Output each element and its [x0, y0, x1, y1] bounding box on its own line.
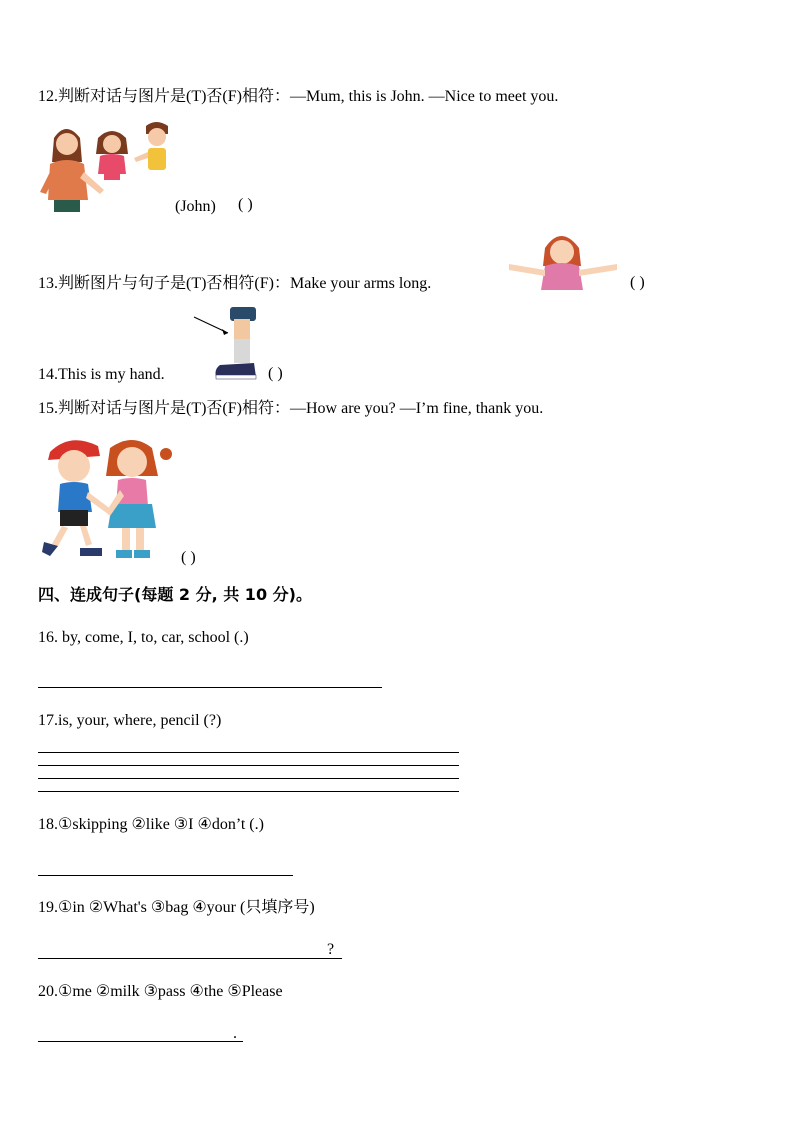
- answer-line-18[interactable]: [38, 875, 293, 876]
- question-18-text: 18.①skipping ②like ③I ④don’t (.): [38, 816, 264, 833]
- girl-figure: [106, 440, 172, 558]
- leg-foot-illustration: [192, 305, 262, 383]
- section-4-title: 四、连成句子(每题 2 分, 共 10 分)。: [38, 585, 312, 604]
- girl-figure: [96, 131, 128, 180]
- question-12-text: 12.判断对话与图片是(T)否(F)相符：—Mum, this is John. —Nice to meet you.: [38, 88, 559, 105]
- question-14-text: 14.This is my hand.: [38, 366, 165, 383]
- question-mark-19: ?: [327, 941, 335, 958]
- question-13-text: 13.判断图片与句子是(T)否相符(F)：Make your arms long.: [38, 275, 432, 292]
- answer-line-17-3[interactable]: [38, 778, 459, 779]
- answer-line-19[interactable]: [38, 958, 342, 959]
- answer-line-17-1[interactable]: [38, 752, 459, 753]
- answer-blank-12[interactable]: ( ): [238, 196, 253, 213]
- boy-figure: [134, 122, 168, 170]
- boy-figure: [42, 440, 112, 556]
- question-17-text: 17.is, your, where, pencil (?): [38, 712, 222, 729]
- question-15-text: 15.判断对话与图片是(T)否(F)相符：—How are you? —I’m fine, thank you.: [38, 400, 544, 417]
- question-16-text: 16. by, come, I, to, car, school (.): [38, 629, 249, 646]
- answer-blank-13[interactable]: ( ): [630, 274, 645, 291]
- period-mark-20: .: [233, 1025, 237, 1042]
- answer-line-20[interactable]: [38, 1041, 243, 1042]
- family-illustration: [36, 120, 176, 215]
- answer-blank-15[interactable]: ( ): [181, 549, 196, 566]
- john-label: (John): [175, 198, 216, 215]
- question-20-text: 20.①me ②milk ③pass ④the ⑤Please: [38, 983, 283, 1000]
- answer-blank-14[interactable]: ( ): [268, 365, 283, 382]
- mother-figure: [40, 129, 104, 212]
- answer-line-17-4[interactable]: [38, 791, 459, 792]
- question-19-text: 19.①in ②What's ③bag ④your (只填序号): [38, 899, 315, 916]
- answer-line-17-2[interactable]: [38, 765, 459, 766]
- answer-line-16[interactable]: [38, 687, 382, 688]
- girl-arms-out-illustration: [505, 228, 620, 293]
- children-greeting-illustration: [40, 432, 172, 564]
